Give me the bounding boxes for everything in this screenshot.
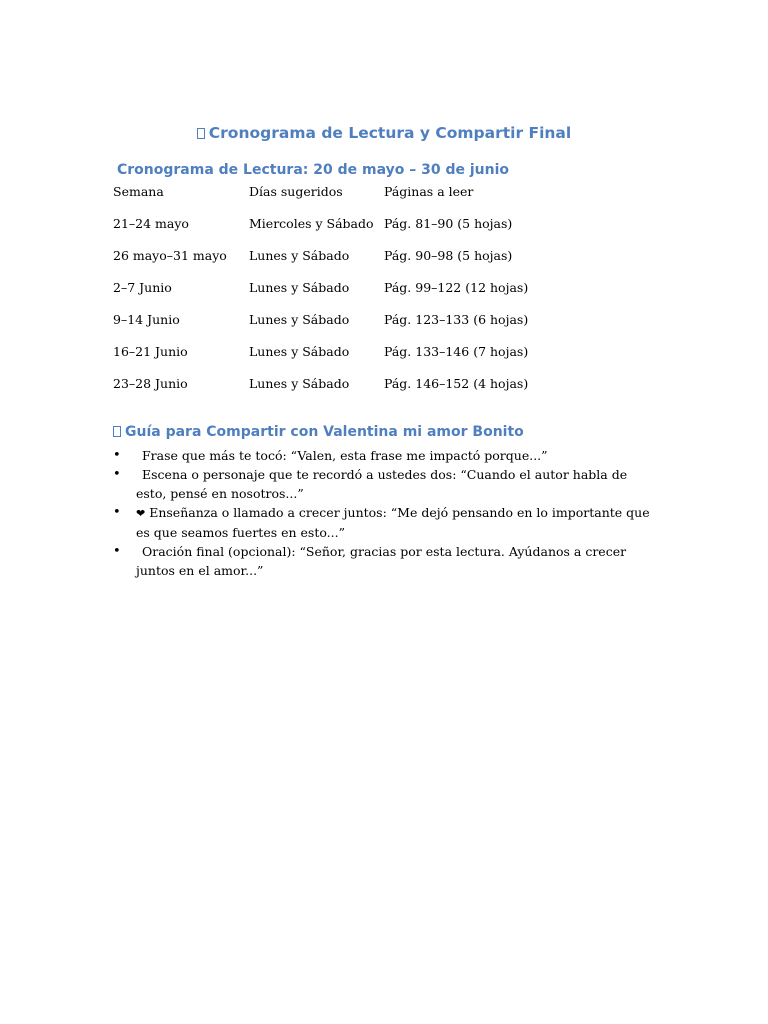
list-item-text: Enseñanza o llamado a crecer juntos: “Me dejó pensando en lo importante que es que seamos fuertes en esto...”: [136, 505, 650, 540]
guide-bullet-list: [113, 446, 658, 580]
table-row: [113, 216, 584, 248]
missing-glyph-box-icon: [197, 128, 205, 139]
table-cell: 9–14 Junio: [113, 312, 180, 327]
table-cell: 23–28 Junio: [113, 376, 188, 391]
table-cell: 21–24 mayo: [113, 216, 189, 231]
table-cell: Lunes y Sábado: [249, 312, 350, 327]
table-header-cell: Semana: [113, 184, 164, 199]
document-title-text: Cronograma de Lectura y Compartir Final: [208, 124, 572, 142]
table-header-cell: Páginas a leer: [384, 184, 474, 199]
list-item: [113, 465, 658, 503]
table-cell: Lunes y Sábado: [249, 280, 350, 295]
table-row: [113, 312, 584, 344]
table-cell: 26 mayo–31 mayo: [113, 248, 227, 263]
list-item-text: Escena o personaje que te recordó a ustedes dos: “Cuando el autor habla de esto, pensé en nosotros...”: [136, 467, 628, 501]
schedule-heading: Cronograma de Lectura: 20 de mayo – 30 de junio: [117, 162, 509, 178]
table-row: [113, 376, 584, 408]
table-cell: Pág. 133–146 (7 hojas): [384, 344, 529, 359]
table-row: [113, 248, 584, 280]
schedule-table: [113, 184, 584, 408]
bullet-icon: •: [113, 467, 121, 482]
list-item: [113, 446, 658, 465]
list-item: [113, 503, 658, 542]
table-cell: 16–21 Junio: [113, 344, 188, 359]
table-cell: Lunes y Sábado: [249, 248, 350, 263]
table-cell: Pág. 90–98 (5 hojas): [384, 248, 513, 263]
document-title: [0, 124, 768, 142]
table-cell: Pág. 99–122 (12 hojas): [384, 280, 529, 295]
table-cell: Lunes y Sábado: [249, 344, 350, 359]
table-cell: 2–7 Junio: [113, 280, 172, 295]
heart-icon: ❤: [136, 507, 146, 520]
table-cell: Pág. 146–152 (4 hojas): [384, 376, 529, 391]
list-item: [113, 542, 658, 580]
table-header-row: [113, 184, 584, 216]
missing-glyph-box-icon: [113, 426, 121, 437]
guide-heading-text: Guía para Compartir con Valentina mi amor Bonito: [125, 424, 524, 440]
table-cell: Miercoles y Sábado: [249, 216, 374, 231]
guide-heading: [113, 424, 524, 440]
table-cell: Pág. 81–90 (5 hojas): [384, 216, 513, 231]
list-item-text: Oración final (opcional): “Señor, gracias por esta lectura. Ayúdanos a crecer juntos en el amor...”: [136, 544, 627, 578]
table-cell: Pág. 123–133 (6 hojas): [384, 312, 529, 327]
list-item-text: Frase que más te tocó: “Valen, esta frase me impactó porque...”: [142, 448, 548, 463]
bullet-icon: •: [113, 448, 121, 463]
table-row: [113, 344, 584, 376]
bullet-icon: •: [113, 505, 121, 520]
table-header-cell: Días sugeridos: [249, 184, 343, 199]
table-cell: Lunes y Sábado: [249, 376, 350, 391]
bullet-icon: •: [113, 544, 121, 559]
table-row: [113, 280, 584, 312]
